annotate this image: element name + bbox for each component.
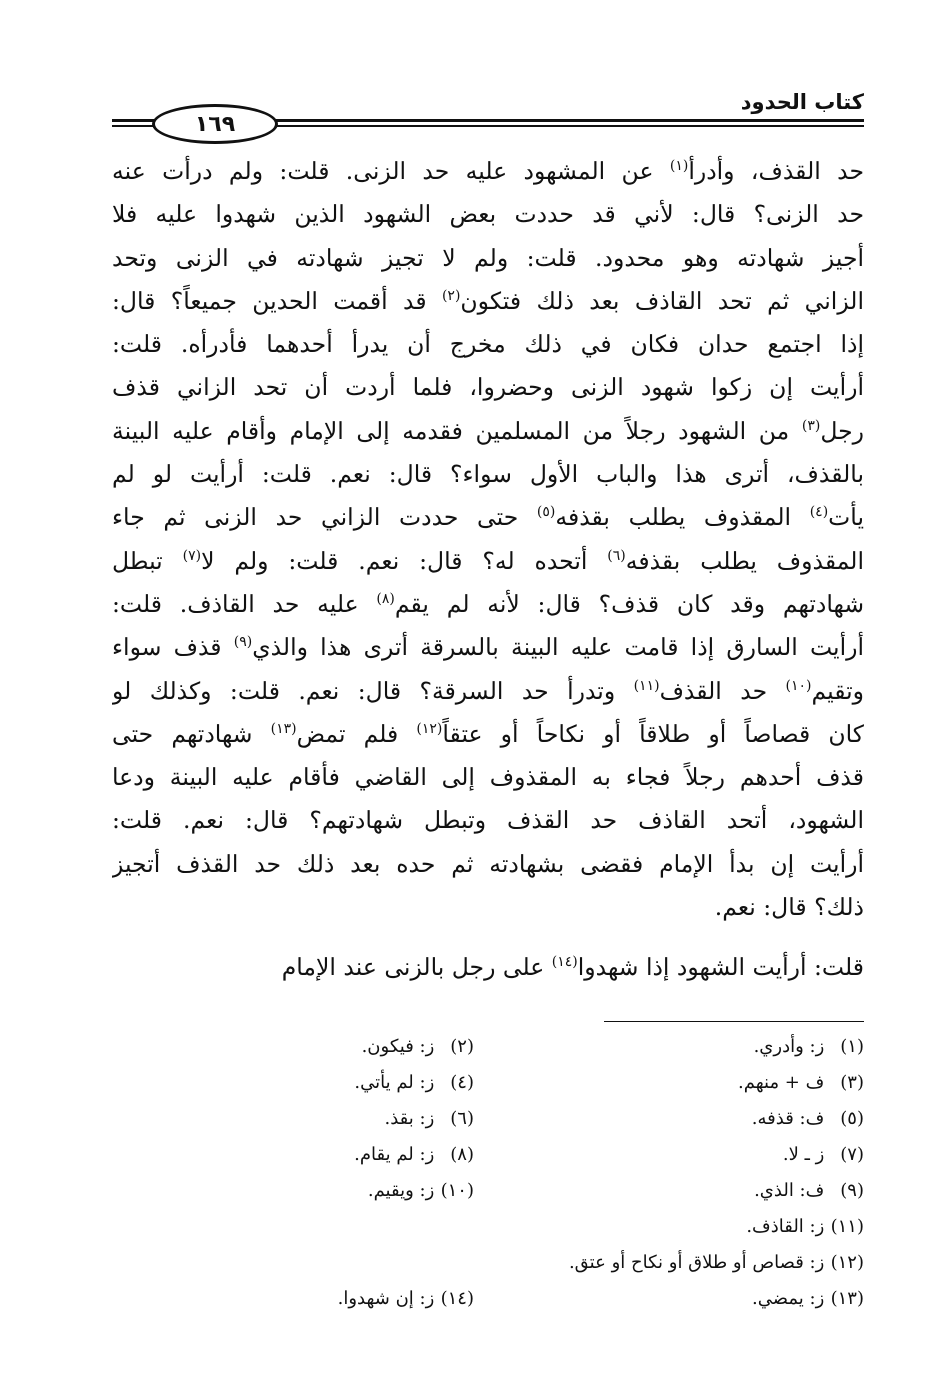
footnote-item [752,1288,864,1309]
text-line [112,799,864,842]
footnote-ref: (١) [669,158,689,175]
text-line [112,410,864,453]
text-segment: وتقيم [811,676,864,705]
footnote-text: ز: وأدري. [753,1036,830,1057]
text-segment: شهادتهم وقد كان قذف؟ قال: لأنه لم يقم [394,589,864,618]
text-segment: أجيز شهادته وهو محدود. قلت: ولم لا تجيز شهادته في الزنى وتحد [112,243,864,272]
footnote-text: ف: الذي. [754,1180,830,1201]
footnote-row [112,1252,864,1288]
footnote-text: ز: بقذ. [384,1108,440,1129]
text-line [112,366,864,409]
footnote-item [385,1108,475,1129]
text-segment: يأت [828,503,864,532]
text-segment: شهادتهم حتى [112,719,271,748]
footnote-ref: (١١) [633,677,660,694]
footnote-number: (٧) [840,1144,864,1165]
text-line [112,583,864,626]
text-line [112,540,864,583]
text-line [112,280,864,323]
footnote-row [112,1108,864,1144]
footnote-text: ز: لم يقام. [354,1144,440,1165]
text-line [112,453,864,496]
text-segment: أرأيت السارق إذا قامت عليه البينة بالسرقة أترى هذا والذي [252,633,864,662]
text-segment: حد القذف [659,676,786,705]
text-segment: حد القذف، وأدرأ [688,157,864,185]
footnote-separator [604,1021,864,1022]
text-line [112,713,864,756]
text-segment: أتحده له؟ قال: نعم. قلت: ولم لا [201,546,608,575]
footnote-number: (٢) [450,1036,474,1057]
footnote-item [368,1180,474,1201]
text-segment: الشهود، أتحد القاذف حد القذف وتبطل شهادتهم؟ قال: نعم. قلت: [112,806,864,835]
book-title: كتاب الحدود [740,90,864,114]
page-number: ١٦٩ [152,104,278,144]
page-header [112,84,864,137]
footnote-ref: (٢) [441,288,461,305]
text-segment: المقذوف يطلب بقذفه [625,546,864,575]
text-segment: من الشهود رجلاً من المسلمين فقدمه إلى الإمام وأقام عليه البينة [112,416,802,445]
footnote-ref: (١٢) [416,721,443,738]
footnote-number: (٩) [840,1180,864,1201]
next-paragraph [112,945,864,989]
text-segment: بالقذف، أترى هذا والباب الأول سواء؟ قال: نعم. قلت: أرأيت لو لم [112,460,864,489]
footnote-number: (١١) [830,1216,864,1237]
text-line [112,756,864,799]
footnote-text: ف + منهم. [738,1072,830,1093]
footnote-item [569,1252,864,1273]
footnote-ref: (٥) [536,504,556,521]
text-segment: تبطل [112,546,183,575]
footnote-ref: (٨) [376,591,395,608]
footnote-number: (١٢) [830,1252,864,1273]
footnote-item [338,1288,474,1309]
text-segment: حتى حددت الزاني حد الزنى ثم جاء [112,503,537,532]
footnote-number: (١٣) [830,1288,864,1309]
text-line [112,496,864,539]
footnote-row [112,1288,864,1324]
footnote-ref: (٦) [607,547,626,564]
footnote-item [752,1108,864,1129]
text-line [112,323,864,366]
text-line [112,150,864,193]
footnote-text: ز: القاذف. [746,1216,830,1237]
footnote-number: (٣) [840,1072,864,1093]
footnote-number: (٥) [840,1108,864,1129]
text-segment: الزاني ثم تحد القاذف بعد ذلك فتكون [460,286,864,315]
footnote-ref: (١٠) [785,677,812,694]
text-segment: أرأيت إن زكوا شهود الزنى وحضروا، فلما أردت أن تحد الزاني قذف [112,373,864,402]
text-line [112,670,864,713]
footnote-ref: (١٣) [270,721,297,738]
text-segment: على رجل بالزنى عند الإمام [281,953,552,981]
footnotes [112,1036,864,1324]
footnote-number: (١٤) [440,1288,474,1309]
footnote-number: (٦) [450,1108,474,1129]
text-segment: عليه حد القاذف. قلت: [112,589,377,618]
footnote-item [754,1036,864,1057]
text-segment: كان قصاصاً أو طلاقاً أو نكاحاً أو عتقاً [442,719,864,748]
text-line [112,626,864,669]
text-segment: قذف سواء [112,633,234,662]
text-segment: رجل [820,416,864,445]
text-segment: حد الزنى؟ قال: لأني قد حددت بعض الشهود الذين شهدوا عليه فلا [112,200,864,229]
footnote-item [783,1144,864,1165]
footnote-row [112,1036,864,1072]
footnote-item [738,1072,864,1093]
main-text [112,150,864,929]
footnote-text: ف: قذفه. [751,1108,830,1129]
text-segment: المقذوف يطلب بقذفه [555,503,810,532]
text-line [112,193,864,236]
text-line [112,886,864,929]
footnote-row [112,1144,864,1180]
footnote-ref: (٣) [801,417,821,434]
text-segment: إذا اجتمع حدان فكان في ذلك مخرج أن يدرأ أحدهما فأدرأه. قلت: [112,330,864,359]
footnote-text: ز: ويقيم. [367,1180,440,1201]
footnote-number: (٨) [450,1144,474,1165]
footnote-row [112,1216,864,1252]
footnote-number: (١) [840,1036,864,1057]
text-segment: أرأيت إن بدأ الإمام فقضى بشهادته ثم حده بعد ذلك حد القذف أتجيز [112,849,864,878]
footnote-ref: (٩) [233,634,253,651]
text-segment: فلم تمض [296,719,417,748]
footnote-text: ز: إن شهدوا. [337,1288,440,1309]
footnote-number: (١٠) [440,1180,474,1201]
footnote-text: ز: لم يأتي. [354,1072,440,1093]
text-line [112,237,864,280]
text-segment: قلت: أرأيت الشهود إذا شهدوا [577,953,864,981]
text-segment: قد أقمت الحدين جميعاً؟ قال: [112,286,442,315]
footnote-row [112,1180,864,1216]
footnote-item [746,1216,864,1237]
footnote-number: (٤) [450,1072,474,1093]
footnote-ref: (٤) [809,504,829,521]
text-line [112,843,864,886]
footnote-text: ز ـ لا. [782,1144,830,1165]
text-segment: عن المشهود عليه حد الزنى. قلت: ولم درأت عنه [112,157,670,185]
footnote-item [754,1180,864,1201]
text-segment: قذف أحدهم رجلاً فجاء به المقذوف إلى القاضي فأقام عليه البينة ودعا [112,763,864,792]
text-segment: وتدرأ حد السرقة؟ قال: نعم. قلت: وكذلك لو [112,676,634,705]
footnote-text: ز: فيكون. [361,1036,440,1057]
footnote-ref: (١٤) [551,954,578,971]
footnote-row [112,1072,864,1108]
text-segment: ذلك؟ قال: نعم. [714,893,864,922]
footnote-item [354,1072,474,1093]
footnote-text: ز: قصاص أو طلاق أو نكاح أو عتق. [568,1252,830,1273]
footnote-item [362,1036,474,1057]
footnote-item [354,1144,474,1165]
footnote-text: ز: يمضي. [752,1288,830,1309]
footnote-ref: (٧) [182,547,202,564]
